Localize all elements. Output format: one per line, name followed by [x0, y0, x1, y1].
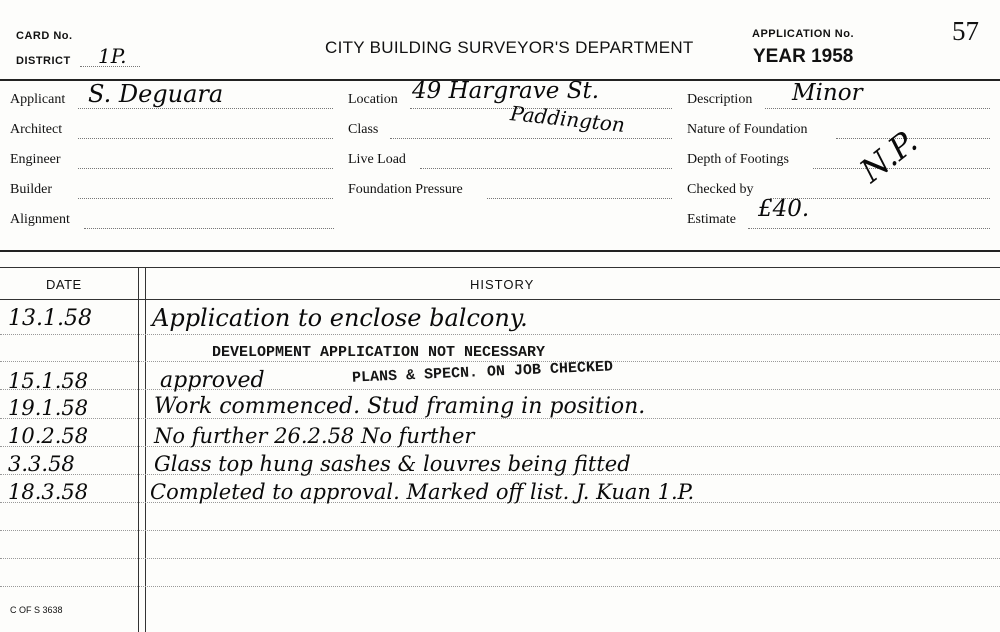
- description-line: [765, 108, 990, 109]
- field-block-rule: [0, 250, 1000, 252]
- estimate-line: [748, 228, 990, 229]
- engineer-line: [78, 168, 333, 169]
- location-value-street: 49 Hargrave St.: [412, 78, 599, 104]
- depth-of-footings-label: Depth of Footings: [687, 152, 789, 167]
- applicant-line: [78, 108, 333, 109]
- history-entry-text: No further 26.2.58 No further: [154, 424, 475, 448]
- history-entry-date: 18.3.58: [8, 480, 89, 504]
- applicant-value: S. Deguara: [88, 80, 224, 108]
- description-label: Description: [687, 92, 753, 107]
- column-divider-right: [145, 268, 146, 632]
- table-row-line: [0, 446, 1000, 447]
- table-row-line: [0, 334, 1000, 335]
- class-label: Class: [348, 122, 379, 137]
- table-row-line: [0, 586, 1000, 587]
- table-row-line: [0, 361, 1000, 362]
- table-row-line: [0, 558, 1000, 559]
- architect-line: [78, 138, 333, 139]
- form-code: C OF S 3638: [10, 605, 63, 615]
- live-load-label: Live Load: [348, 152, 406, 167]
- department-title: CITY BUILDING SURVEYOR'S DEPARTMENT: [325, 38, 694, 57]
- development-stamp: DEVELOPMENT APPLICATION NOT NECESSARY: [212, 344, 546, 361]
- estimate-value: £40.: [758, 196, 810, 222]
- history-entry-date: 3.3.58: [8, 452, 75, 476]
- card-no-label: CARD No.: [16, 30, 73, 42]
- application-no-value: 57: [952, 16, 979, 46]
- history-entry-date: 10.2.58: [8, 424, 89, 448]
- district-value: 1P.: [98, 44, 127, 68]
- history-entry-date: 13.1.58: [8, 306, 92, 331]
- class-line: [390, 138, 672, 139]
- estimate-label: Estimate: [687, 212, 736, 227]
- plans-checked-stamp: PLANS & SPECN. ON JOB CHECKED: [351, 358, 614, 387]
- table-header-rule: [0, 299, 1000, 300]
- builder-line: [78, 198, 333, 199]
- table-row-line: [0, 389, 1000, 390]
- live-load-line: [420, 168, 672, 169]
- location-value-suburb: Paddington: [509, 101, 627, 137]
- applicant-label: Applicant: [10, 92, 66, 107]
- history-entry-text: Application to enclose balcony.: [152, 304, 528, 332]
- description-value: Minor: [792, 80, 863, 106]
- history-entry-text: approved: [160, 368, 265, 393]
- location-label: Location: [348, 92, 398, 107]
- foundation-pressure-line: [487, 198, 672, 199]
- table-row-line: [0, 530, 1000, 531]
- application-no-label: APPLICATION No.: [752, 28, 855, 40]
- table-top-rule: [0, 267, 1000, 268]
- history-column-header: HISTORY: [470, 277, 535, 292]
- checked-by-label: Checked by: [687, 182, 754, 197]
- builder-label: Builder: [10, 182, 52, 197]
- foundation-pressure-label: Foundation Pressure: [348, 182, 463, 197]
- district-label: DISTRICT: [16, 55, 71, 67]
- alignment-label: Alignment: [10, 212, 70, 227]
- history-entry-date: 15.1.58: [8, 369, 89, 393]
- history-entry-text: Work commenced. Stud framing in position.: [154, 394, 646, 419]
- history-entry-text: Glass top hung sashes & louvres being fitted: [154, 452, 631, 476]
- date-column-header: DATE: [46, 277, 82, 292]
- checked-by-value: N.P.: [852, 122, 925, 190]
- alignment-line: [84, 228, 334, 229]
- history-entry-date: 19.1.58: [8, 396, 89, 420]
- year-label: YEAR 1958: [753, 46, 854, 67]
- engineer-label: Engineer: [10, 152, 61, 167]
- history-entry-text: Completed to approval. Marked off list. J. Kuan 1.P.: [150, 480, 695, 504]
- architect-label: Architect: [10, 122, 63, 137]
- nature-of-foundation-label: Nature of Foundation: [687, 122, 808, 137]
- column-divider-left: [138, 268, 139, 632]
